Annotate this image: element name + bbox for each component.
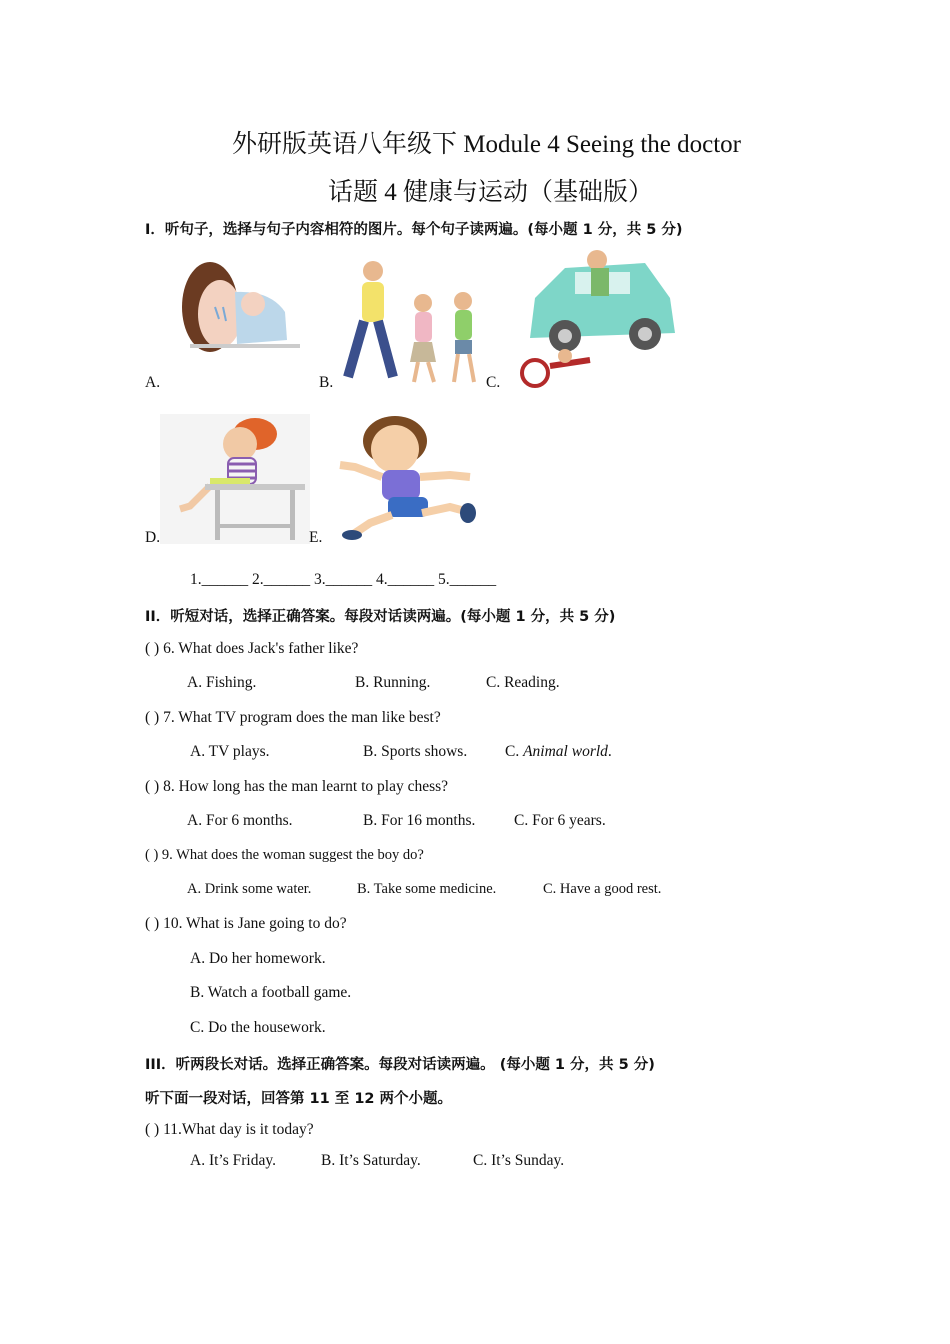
q8-option-c: C. For 6 years.	[514, 812, 606, 829]
title-line1: 外研版英语八年级下 Module 4 Seeing the doctor	[232, 131, 741, 158]
title-line2: 话题 4 健康与运动（基础版）	[328, 179, 654, 206]
section2-heading: II．听短对话，选择正确答案。每段对话读两遍。(每小题 1 分，共 5 分)	[145, 609, 616, 625]
q6-option-b: B. Running.	[355, 674, 431, 691]
q9-option-a: A. Drink some water.	[187, 881, 312, 897]
q10-option-a: A. Do her homework.	[190, 950, 326, 967]
picture-c-car-accident	[505, 248, 685, 390]
label-e: E.	[309, 529, 323, 546]
question-10: ( ) 10. What is Jane going to do?	[145, 915, 347, 932]
question-11: ( ) 11.What day is it today?	[145, 1121, 314, 1138]
q11-option-c: C. It’s Sunday.	[473, 1152, 565, 1169]
q8-option-b: B. For 16 months.	[363, 812, 476, 829]
q7-option-b: B. Sports shows.	[363, 743, 468, 760]
picture-d-boy-on-bench	[160, 414, 310, 544]
picture-a-crying-girl	[175, 252, 310, 357]
q6-option-a: A. Fishing.	[187, 674, 257, 691]
q11-option-b: B. It’s Saturday.	[321, 1152, 421, 1169]
section3-heading: III．听两段长对话。选择正确答案。每段对话读两遍。 (每小题 1 分，共 5 分)	[145, 1057, 655, 1073]
q10-option-c: C. Do the housework.	[190, 1019, 326, 1036]
q11-option-a: A. It’s Friday.	[190, 1152, 276, 1169]
q7-option-a: A. TV plays.	[190, 743, 270, 760]
q7-option-c-end: .	[607, 743, 612, 760]
section3-subheading: 听下面一段对话，回答第 11 至 12 两个小题。	[145, 1091, 453, 1107]
picture-b-family-walking	[338, 257, 488, 387]
label-c: C.	[486, 374, 501, 391]
label-b: B.	[319, 374, 334, 391]
label-d: D.	[145, 529, 161, 546]
question-7: ( ) 7. What TV program does the man like best?	[145, 709, 441, 726]
q7-option-c-italic: Animal world	[523, 743, 608, 760]
label-a: A.	[145, 374, 161, 391]
q9-option-b: B. Take some medicine.	[357, 881, 497, 897]
picture-e-running-boy	[330, 415, 485, 545]
q8-option-a: A. For 6 months.	[187, 812, 293, 829]
answer-line: 1.______ 2.______ 3.______ 4.______ 5.______	[190, 571, 497, 588]
q10-option-b: B. Watch a football game.	[190, 984, 352, 1001]
q7-option-c	[505, 743, 612, 761]
q9-option-c: C. Have a good rest.	[543, 881, 662, 897]
q7-option-c-letter: C.	[505, 743, 520, 760]
question-6: ( ) 6. What does Jack's father like?	[145, 640, 359, 657]
section1-heading: I．听句子，选择与句子内容相符的图片。每个句子读两遍。(每小题 1 分，共 5 分)	[145, 222, 683, 238]
question-8: ( ) 8. How long has the man learnt to play chess?	[145, 778, 449, 795]
question-9: ( ) 9. What does the woman suggest the boy do?	[145, 847, 424, 863]
q6-option-c: C. Reading.	[486, 674, 560, 691]
